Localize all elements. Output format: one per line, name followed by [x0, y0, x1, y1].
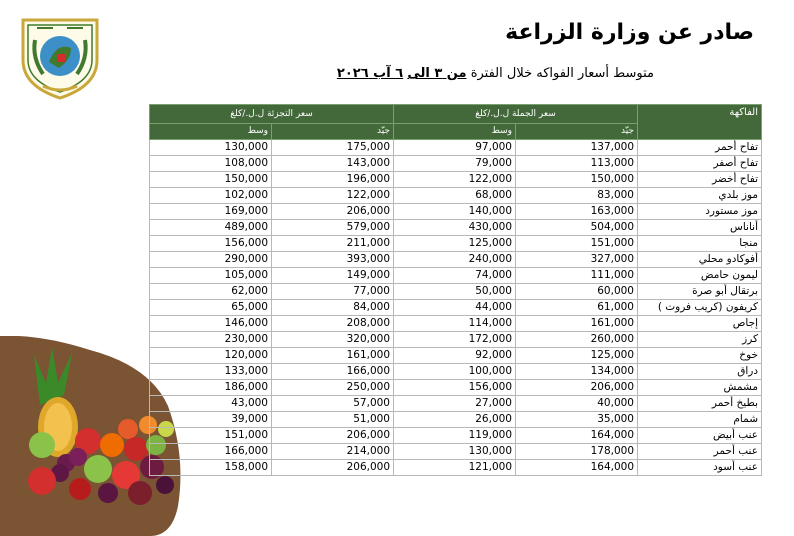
- wholesale-good-cell: 60,000: [516, 284, 638, 300]
- retail-good-cell: 84,000: [272, 300, 394, 316]
- table-row: [150, 348, 762, 364]
- retail-medium-cell: 150,000: [150, 172, 272, 188]
- wholesale-good-cell: 164,000: [516, 428, 638, 444]
- fruit-name-cell: خوخ: [638, 348, 762, 364]
- retail-medium-cell: 62,000: [150, 284, 272, 300]
- wholesale-medium-cell: 122,000: [394, 172, 516, 188]
- retail-medium-cell: 186,000: [150, 380, 272, 396]
- retail-good-cell: 320,000: [272, 332, 394, 348]
- table-row: [150, 444, 762, 460]
- page-title: صادر عن وزارة الزراعة: [505, 20, 754, 45]
- retail-medium-cell: 489,000: [150, 220, 272, 236]
- fruit-name-cell: أناناس: [638, 220, 762, 236]
- retail-medium-cell: 169,000: [150, 204, 272, 220]
- table-row: [150, 284, 762, 300]
- retail-medium-cell: 43,000: [150, 396, 272, 412]
- wholesale-medium-cell: 119,000: [394, 428, 516, 444]
- wholesale-medium-cell: 97,000: [394, 140, 516, 156]
- retail-medium-cell: 158,000: [150, 460, 272, 476]
- retail-medium-cell: 65,000: [150, 300, 272, 316]
- wholesale-good-cell: 327,000: [516, 252, 638, 268]
- table-row: [150, 236, 762, 252]
- fruit-name-cell: عنب أسود: [638, 460, 762, 476]
- fruit-name-cell: كريفون (كريب فروت ): [638, 300, 762, 316]
- wholesale-good-cell: 151,000: [516, 236, 638, 252]
- subtitle-from: من ٣ الى: [407, 66, 467, 81]
- retail-good-cell: 122,000: [272, 188, 394, 204]
- table-row: [150, 220, 762, 236]
- fruit-name-cell: تفاح أخضر: [638, 172, 762, 188]
- wholesale-good-cell: 61,000: [516, 300, 638, 316]
- retail-good-cell: 206,000: [272, 428, 394, 444]
- retail-medium-cell: 133,000: [150, 364, 272, 380]
- fruit-name-cell: عنب أبيض: [638, 428, 762, 444]
- retail-good-header: جيّد: [272, 124, 394, 140]
- fruit-name-cell: شمام: [638, 412, 762, 428]
- retail-price-header: سعر التجزئة ل.ل./كلغ: [150, 105, 394, 124]
- wholesale-medium-cell: 125,000: [394, 236, 516, 252]
- retail-good-cell: 393,000: [272, 252, 394, 268]
- retail-good-cell: 214,000: [272, 444, 394, 460]
- fruit-name-cell: أفوكادو محلي: [638, 252, 762, 268]
- wholesale-medium-header: وسط: [394, 124, 516, 140]
- table-row: [150, 316, 762, 332]
- wholesale-good-cell: 150,000: [516, 172, 638, 188]
- wholesale-good-cell: 178,000: [516, 444, 638, 460]
- wholesale-medium-cell: 92,000: [394, 348, 516, 364]
- ministry-logo-icon: [13, 14, 107, 100]
- table-row: [150, 412, 762, 428]
- retail-good-cell: 250,000: [272, 380, 394, 396]
- table-row: [150, 380, 762, 396]
- wholesale-medium-cell: 172,000: [394, 332, 516, 348]
- retail-good-cell: 143,000: [272, 156, 394, 172]
- table-row: [150, 396, 762, 412]
- wholesale-medium-cell: 114,000: [394, 316, 516, 332]
- fruit-name-cell: مشمش: [638, 380, 762, 396]
- wholesale-good-cell: 111,000: [516, 268, 638, 284]
- table-row: [150, 252, 762, 268]
- subtitle-prefix: متوسط أسعار الفواكه خلال الفترة: [470, 66, 654, 81]
- table-row: [150, 268, 762, 284]
- wholesale-good-cell: 83,000: [516, 188, 638, 204]
- table-row: [150, 172, 762, 188]
- fruit-name-cell: برتقال أبو صرة: [638, 284, 762, 300]
- wholesale-good-cell: 125,000: [516, 348, 638, 364]
- retail-medium-cell: 102,000: [150, 188, 272, 204]
- retail-medium-cell: 120,000: [150, 348, 272, 364]
- page-subtitle: [337, 66, 654, 81]
- wholesale-medium-cell: 44,000: [394, 300, 516, 316]
- retail-good-cell: 161,000: [272, 348, 394, 364]
- retail-medium-cell: 130,000: [150, 140, 272, 156]
- retail-good-cell: 175,000: [272, 140, 394, 156]
- wholesale-medium-cell: 74,000: [394, 268, 516, 284]
- table-row: [150, 300, 762, 316]
- retail-good-cell: 57,000: [272, 396, 394, 412]
- wholesale-good-cell: 206,000: [516, 380, 638, 396]
- wholesale-medium-cell: 156,000: [394, 380, 516, 396]
- wholesale-good-cell: 164,000: [516, 460, 638, 476]
- fruit-name-cell: عنب أحمر: [638, 444, 762, 460]
- retail-medium-cell: 105,000: [150, 268, 272, 284]
- wholesale-good-cell: 134,000: [516, 364, 638, 380]
- retail-medium-cell: 290,000: [150, 252, 272, 268]
- fruit-name-cell: ليمون حامض: [638, 268, 762, 284]
- wholesale-good-cell: 35,000: [516, 412, 638, 428]
- retail-medium-cell: 166,000: [150, 444, 272, 460]
- retail-medium-cell: 151,000: [150, 428, 272, 444]
- retail-good-cell: 77,000: [272, 284, 394, 300]
- table-row: [150, 140, 762, 156]
- fruit-name-cell: إجاص: [638, 316, 762, 332]
- table-header-row: [150, 105, 762, 124]
- wholesale-good-cell: 163,000: [516, 204, 638, 220]
- table-row: [150, 460, 762, 476]
- wholesale-good-header: جيّد: [516, 124, 638, 140]
- retail-medium-cell: 39,000: [150, 412, 272, 428]
- wholesale-medium-cell: 130,000: [394, 444, 516, 460]
- table-row: [150, 156, 762, 172]
- subtitle-date: ٦ آب ٢٠٢٦: [336, 66, 404, 81]
- fruit-name-cell: موز بلدي: [638, 188, 762, 204]
- wholesale-good-cell: 161,000: [516, 316, 638, 332]
- table-body: [150, 105, 762, 476]
- table-row: [150, 428, 762, 444]
- wholesale-good-cell: 504,000: [516, 220, 638, 236]
- wholesale-medium-cell: 79,000: [394, 156, 516, 172]
- retail-good-cell: 579,000: [272, 220, 394, 236]
- fruit-name-cell: بطيخ أحمر: [638, 396, 762, 412]
- wholesale-good-cell: 113,000: [516, 156, 638, 172]
- retail-good-cell: 196,000: [272, 172, 394, 188]
- retail-medium-cell: 156,000: [150, 236, 272, 252]
- wholesale-medium-cell: 50,000: [394, 284, 516, 300]
- retail-good-cell: 51,000: [272, 412, 394, 428]
- retail-good-cell: 166,000: [272, 364, 394, 380]
- wholesale-medium-cell: 27,000: [394, 396, 516, 412]
- fruit-name-cell: منجا: [638, 236, 762, 252]
- retail-good-cell: 208,000: [272, 316, 394, 332]
- retail-medium-header: وسط: [150, 124, 272, 140]
- fruit-column-header: الفاكهة: [638, 105, 762, 140]
- retail-good-cell: 211,000: [272, 236, 394, 252]
- wholesale-medium-cell: 68,000: [394, 188, 516, 204]
- fruit-name-cell: موز مستورد: [638, 204, 762, 220]
- fruit-name-cell: تفاح أحمر: [638, 140, 762, 156]
- wholesale-medium-cell: 140,000: [394, 204, 516, 220]
- retail-good-cell: 149,000: [272, 268, 394, 284]
- wholesale-medium-cell: 121,000: [394, 460, 516, 476]
- retail-medium-cell: 146,000: [150, 316, 272, 332]
- fruit-prices-table: [149, 104, 762, 476]
- retail-medium-cell: 108,000: [150, 156, 272, 172]
- wholesale-good-cell: 40,000: [516, 396, 638, 412]
- table-row: [150, 364, 762, 380]
- wholesale-good-cell: 260,000: [516, 332, 638, 348]
- table-row: [150, 204, 762, 220]
- retail-medium-cell: 230,000: [150, 332, 272, 348]
- fruit-name-cell: تفاح أصفر: [638, 156, 762, 172]
- table-row: [150, 188, 762, 204]
- wholesale-medium-cell: 240,000: [394, 252, 516, 268]
- fruit-name-cell: كرز: [638, 332, 762, 348]
- wholesale-medium-cell: 430,000: [394, 220, 516, 236]
- wholesale-good-cell: 137,000: [516, 140, 638, 156]
- table-row: [150, 332, 762, 348]
- wholesale-medium-cell: 26,000: [394, 412, 516, 428]
- wholesale-price-header: سعر الجملة ل.ل./كلغ: [394, 105, 638, 124]
- fruit-name-cell: دراق: [638, 364, 762, 380]
- retail-good-cell: 206,000: [272, 460, 394, 476]
- retail-good-cell: 206,000: [272, 204, 394, 220]
- wholesale-medium-cell: 100,000: [394, 364, 516, 380]
